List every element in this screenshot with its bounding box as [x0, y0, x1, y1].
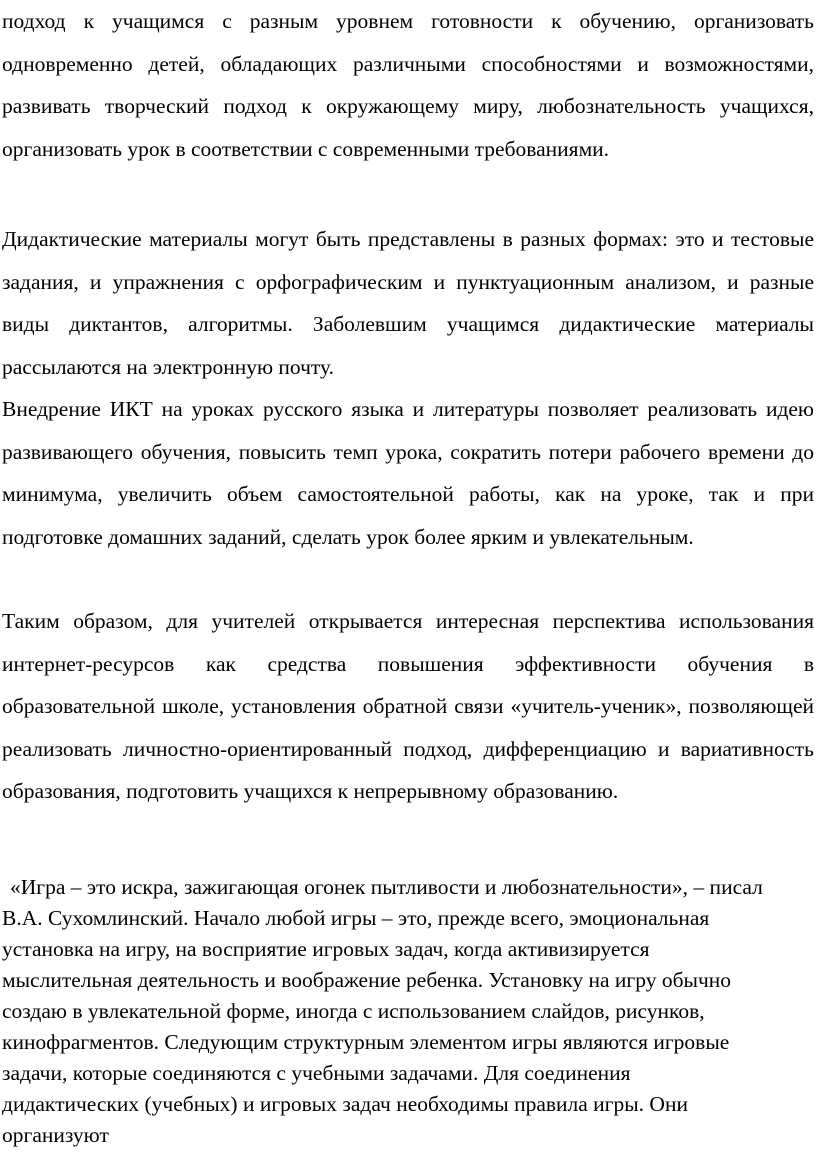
paragraph-3: Внедрение ИКТ на уроках русского языка и литературы позволяет реализовать идею развивающего обучения, повысить темп урока, сократить потери рабочего времени до минимума, увеличить объем самостоятельной работы, как на уроке, так и при подготовке домашних заданий, сделать урок более ярким и увлекательным. [2, 397, 814, 549]
paragraph-4: Таким образом, для учителей открывается интересная перспектива использования интернет-ресурсов как средства повышения эффективности обучения в образовательной школе, установления обратной связи «учитель-ученик», позволяющей реализовать личностно-ориентированный подход, дифференциацию и вариативность образования, подготовить учащихся к непрерывному образованию. [2, 609, 814, 803]
paragraph-5-quote: «Игра – это искра, зажигающая огонек пытливости и любознательности», – писал В.А. Сухомлинский. Начало любой игры – это, прежде всего, эмоциональная установка на игру, на восприятие игровых задач, когда активизируется мыслительная деятельность и воображение ребенка. Установку на игру обычно создаю в увлекательной форме, иногда с использованием слайдов, рисунков, кинофрагментов. Следующим структурным элементом игры являются игровые задачи, которые соединяются с учебными задачами. Для соединения дидактических (учебных) и игровых задач необходимы правила игры. Они организуют [2, 875, 763, 1147]
paragraph-1: подход к учащимся с разным уровнем готовности к обучению, организовать одновременно детей, обладающих различными способностями и возможностями, развивать творческий подход к окружающему миру, любознательность учащихся, организовать урок в соответствии с современными требованиями. [2, 9, 814, 161]
paragraph-2: Дидактические материалы могут быть представлены в разных формах: это и тестовые задания, и упражнения с орфографическим и пунктуационным анализом, и разные виды диктантов, алгоритмы. Заболевшим учащимся дидактические материалы рассылаются на электронную почту. [2, 227, 814, 379]
